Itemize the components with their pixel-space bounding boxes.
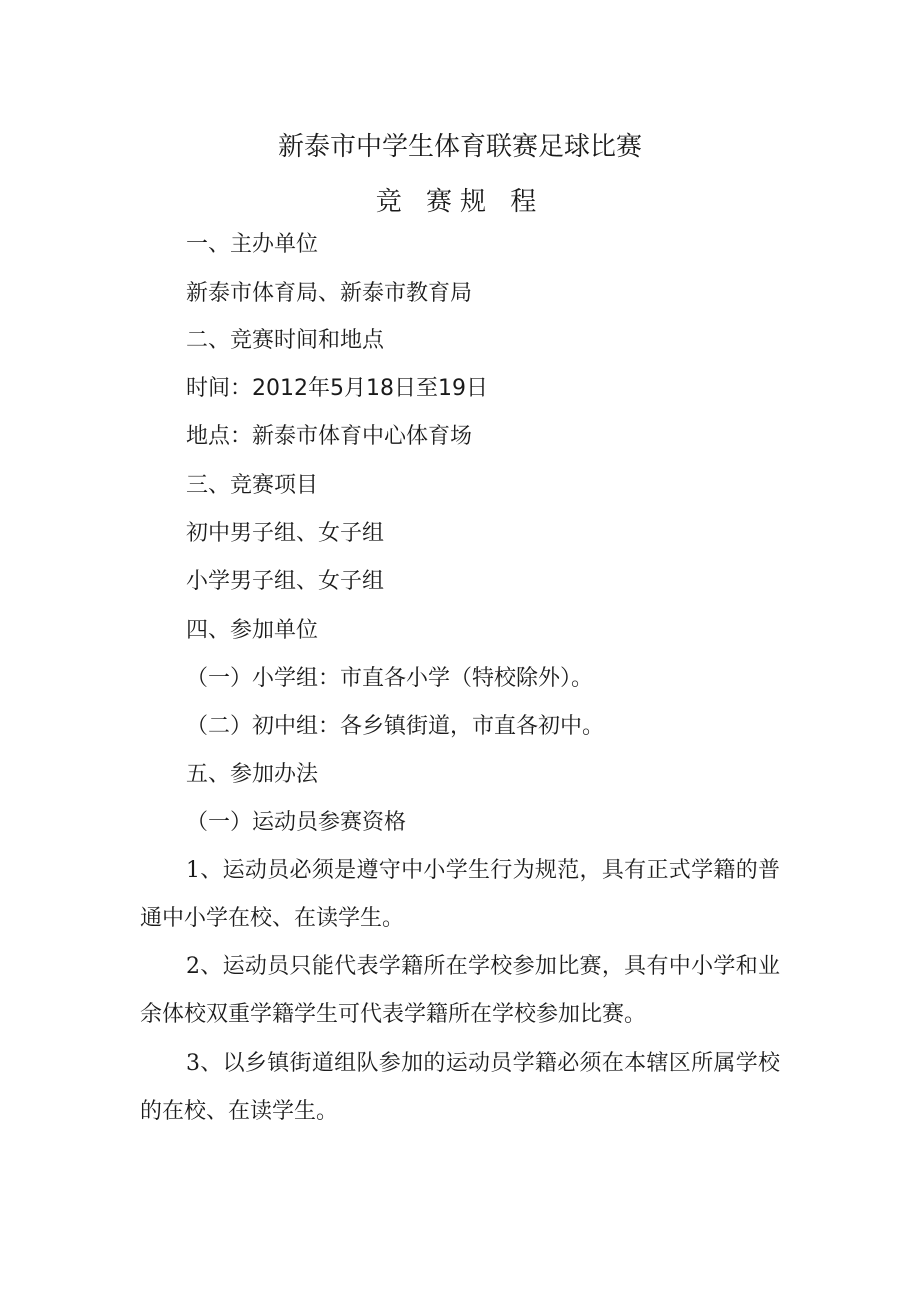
rule-paragraph-3: 3、以乡镇街道组队参加的运动员学籍必须在本辖区所属学校的在校、在读学生。 [140, 1051, 780, 1124]
event-primary-text: 小学男子组、女子组 [186, 569, 385, 594]
section-heading-events: 三、竞赛项目 [186, 473, 319, 498]
event-junior-text: 初中男子组、女子组 [186, 521, 385, 546]
rule-paragraph-2: 2、运动员只能代表学籍所在学校参加比赛，具有中小学和业余体校双重学籍学生可代表学籍所在学校参加比赛。 [140, 954, 780, 1027]
section-heading-time-place: 二、竞赛时间和地点 [186, 328, 385, 353]
document-title: 新泰市中学生体育联赛足球比赛 [277, 132, 642, 162]
place-text: 地点：新泰市体育中心体育场 [186, 424, 473, 449]
subsection-heading-eligibility: （一）运动员参赛资格 [186, 810, 407, 835]
document-subtitle: 竞 赛规 程 [375, 187, 545, 217]
participants-primary-text: （一）小学组：市直各小学（特校除外）。 [186, 666, 594, 691]
organizer-text: 新泰市体育局、新泰市教育局 [186, 281, 473, 306]
section-heading-methods: 五、参加办法 [186, 762, 319, 787]
section-heading-participants: 四、参加单位 [186, 618, 319, 643]
participants-junior-text: （二）初中组：各乡镇街道，市直各初中。 [186, 714, 605, 739]
section-heading-organizer: 一、主办单位 [186, 232, 319, 257]
rule-paragraph-1: 1、运动员必须是遵守中小学生行为规范，具有正式学籍的普通中小学在校、在读学生。 [140, 858, 780, 931]
time-text: 时间：2012年5月18日至19日 [186, 376, 488, 401]
